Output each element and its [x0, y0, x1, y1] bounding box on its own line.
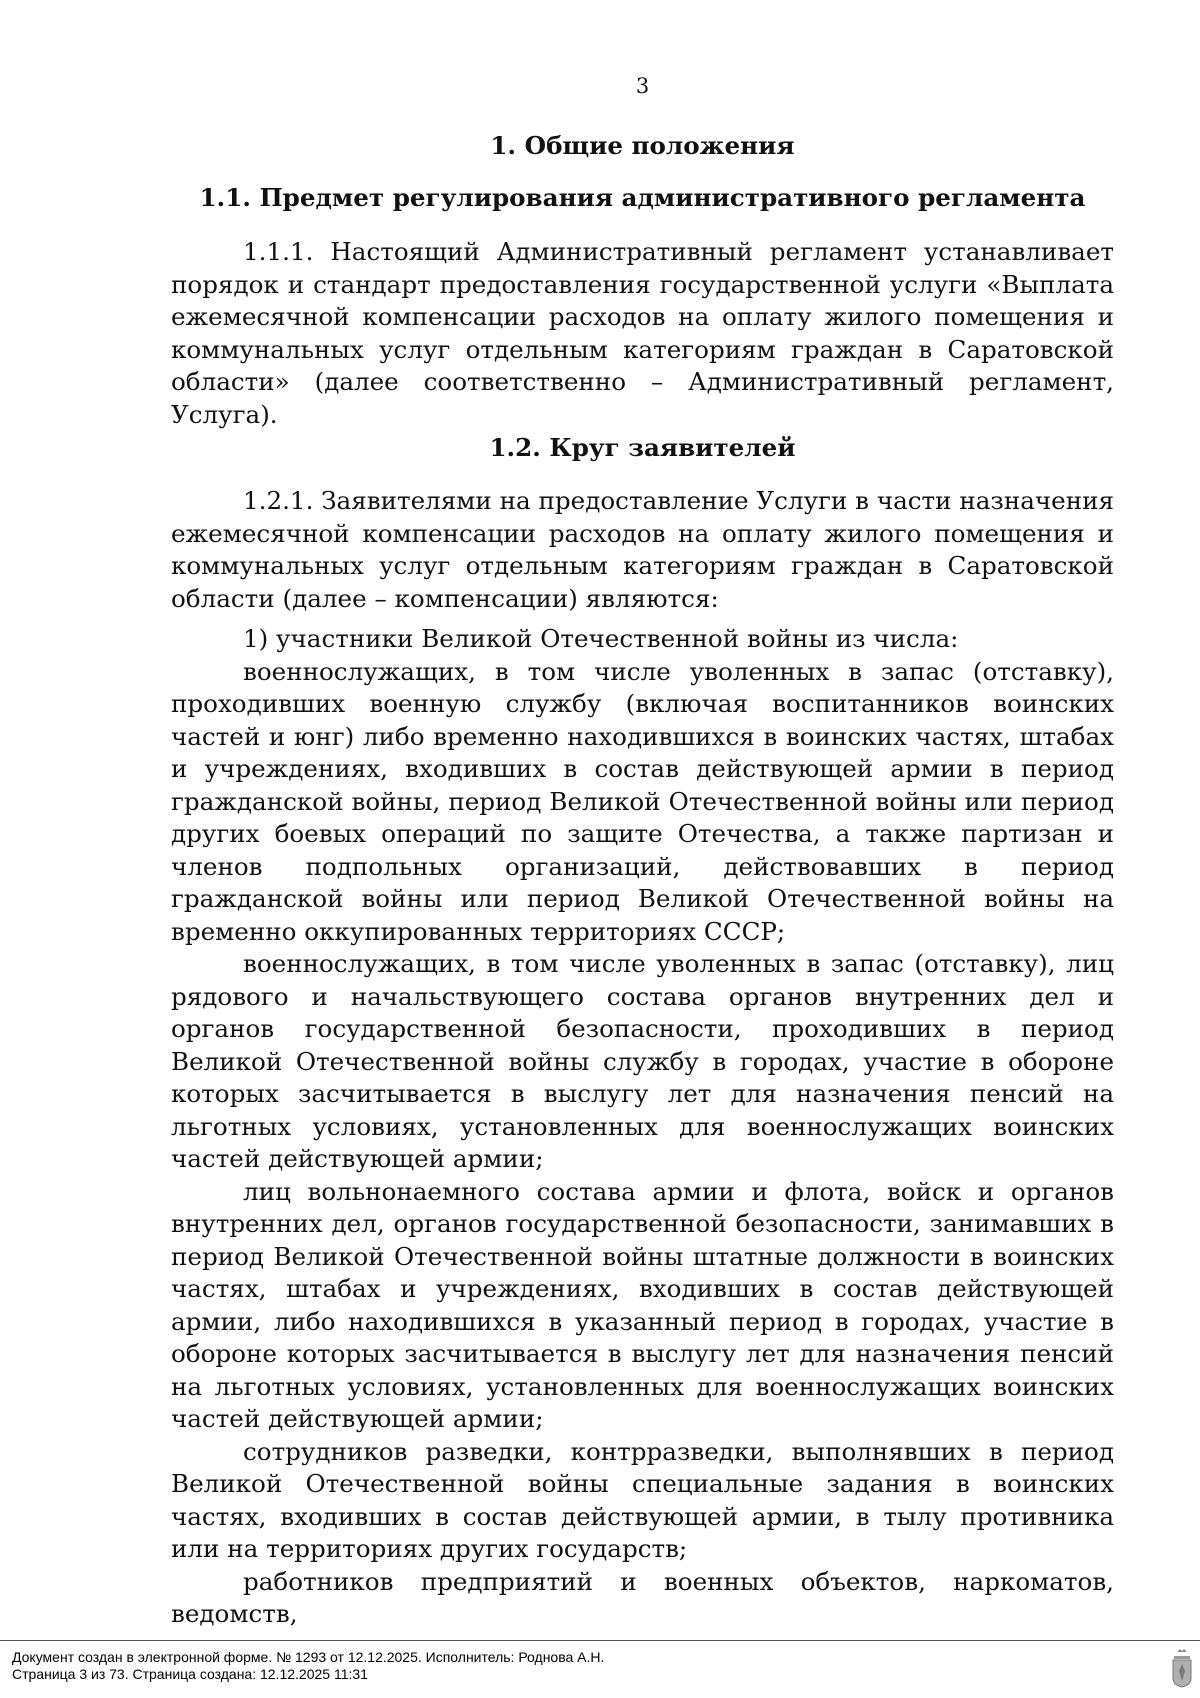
section-heading-general: 1. Общие положения — [490, 131, 795, 160]
sub-item-civilian-staff: лиц вольнонаемного состава армии и флота, войск и органов внутренних дел, органов государственной безопасности, занимавших в период Великой Отечественной войны штатные должности в воинских частях, штабах и учреждениях, входивших в состав действующей армии, либо находившихся в указанный период в городах, участие в обороне которых засчитывается в выслугу лет для назначения пенсий на льготных условиях, установленных для военнослужащих воинских частей действующей армии; — [171, 1176, 1114, 1433]
paragraph-1-1-1: 1.1.1. Настоящий Административный регламент устанавливает порядок и стандарт предоставления государственной услуги «Выплата ежемесячной компенсации расходов на оплату жилого помещения и коммунальных услуг отдельным категориям граждан в Саратовской области» (далее соответственно – Административный регламент, Услуга). — [171, 237, 1114, 429]
footer-document-info: Документ создан в электронной форме. № 1293 от 12.12.2025. Исполнитель: Роднова А.Н. — [12, 1649, 605, 1665]
document-body — [171, 130, 1114, 1631]
section-heading-applicants: 1.2. Круг заявителей — [489, 433, 796, 462]
page-number: 3 — [635, 74, 650, 98]
sub-item-workers: работников предприятий и военных объектов, наркоматов, ведомств, — [171, 1566, 1114, 1628]
list-item-1: 1) участники Великой Отечественной войны из числа: — [243, 624, 959, 653]
sub-item-military: военнослужащих, в том числе уволенных в запас (отставку), проходивших военную службу (включая воспитанников воинских частей и юнг) либо временно находившихся в воинских частях, штабах и учреждениях, входивших в состав действующей армии в период гражданской войны, период Великой Отечественной войны или период других боевых операций по защите Отечества, а также партизан и членов подпольных организаций, действовавших в период гражданской войны или период Великой Отечественной войны на временно оккупированных территориях СССР; — [171, 656, 1114, 946]
sub-item-intelligence: сотрудников разведки, контрразведки, выполнявших в период Великой Отечественной войны специальные задания в воинских частях, входивших в состав действующей армии, в тылу противника или на территориях других государств; — [171, 1436, 1114, 1563]
sub-item-internal-affairs: военнослужащих, в том числе уволенных в запас (отставку), лиц рядового и начальствующего состава органов внутренних дел и органов государственной безопасности, проходивших в период Великой Отечественной войны службу в городах, участие в обороне которых засчитывается в выслугу лет для назначения пенсий на льготных условиях, установленных для военнослужащих воинских частей действующей армии; — [171, 949, 1114, 1173]
section-heading-subject: 1.1. Предмет регулирования административного регламента — [199, 183, 1086, 212]
footer-divider — [0, 1640, 1200, 1641]
footer — [12, 1649, 604, 1683]
paragraph-1-2-1: 1.2.1. Заявителями на предоставление Услуги в части назначения ежемесячной компенсации расходов на оплату жилого помещения и коммунальных услуг отдельным категориям граждан в Саратовской области (далее – компенсации) являются: — [171, 486, 1114, 613]
footer-page-info: Страница 3 из 73. Страница создана: 12.12.2025 11:31 — [12, 1666, 368, 1682]
coat-of-arms-icon — [1170, 1648, 1194, 1688]
